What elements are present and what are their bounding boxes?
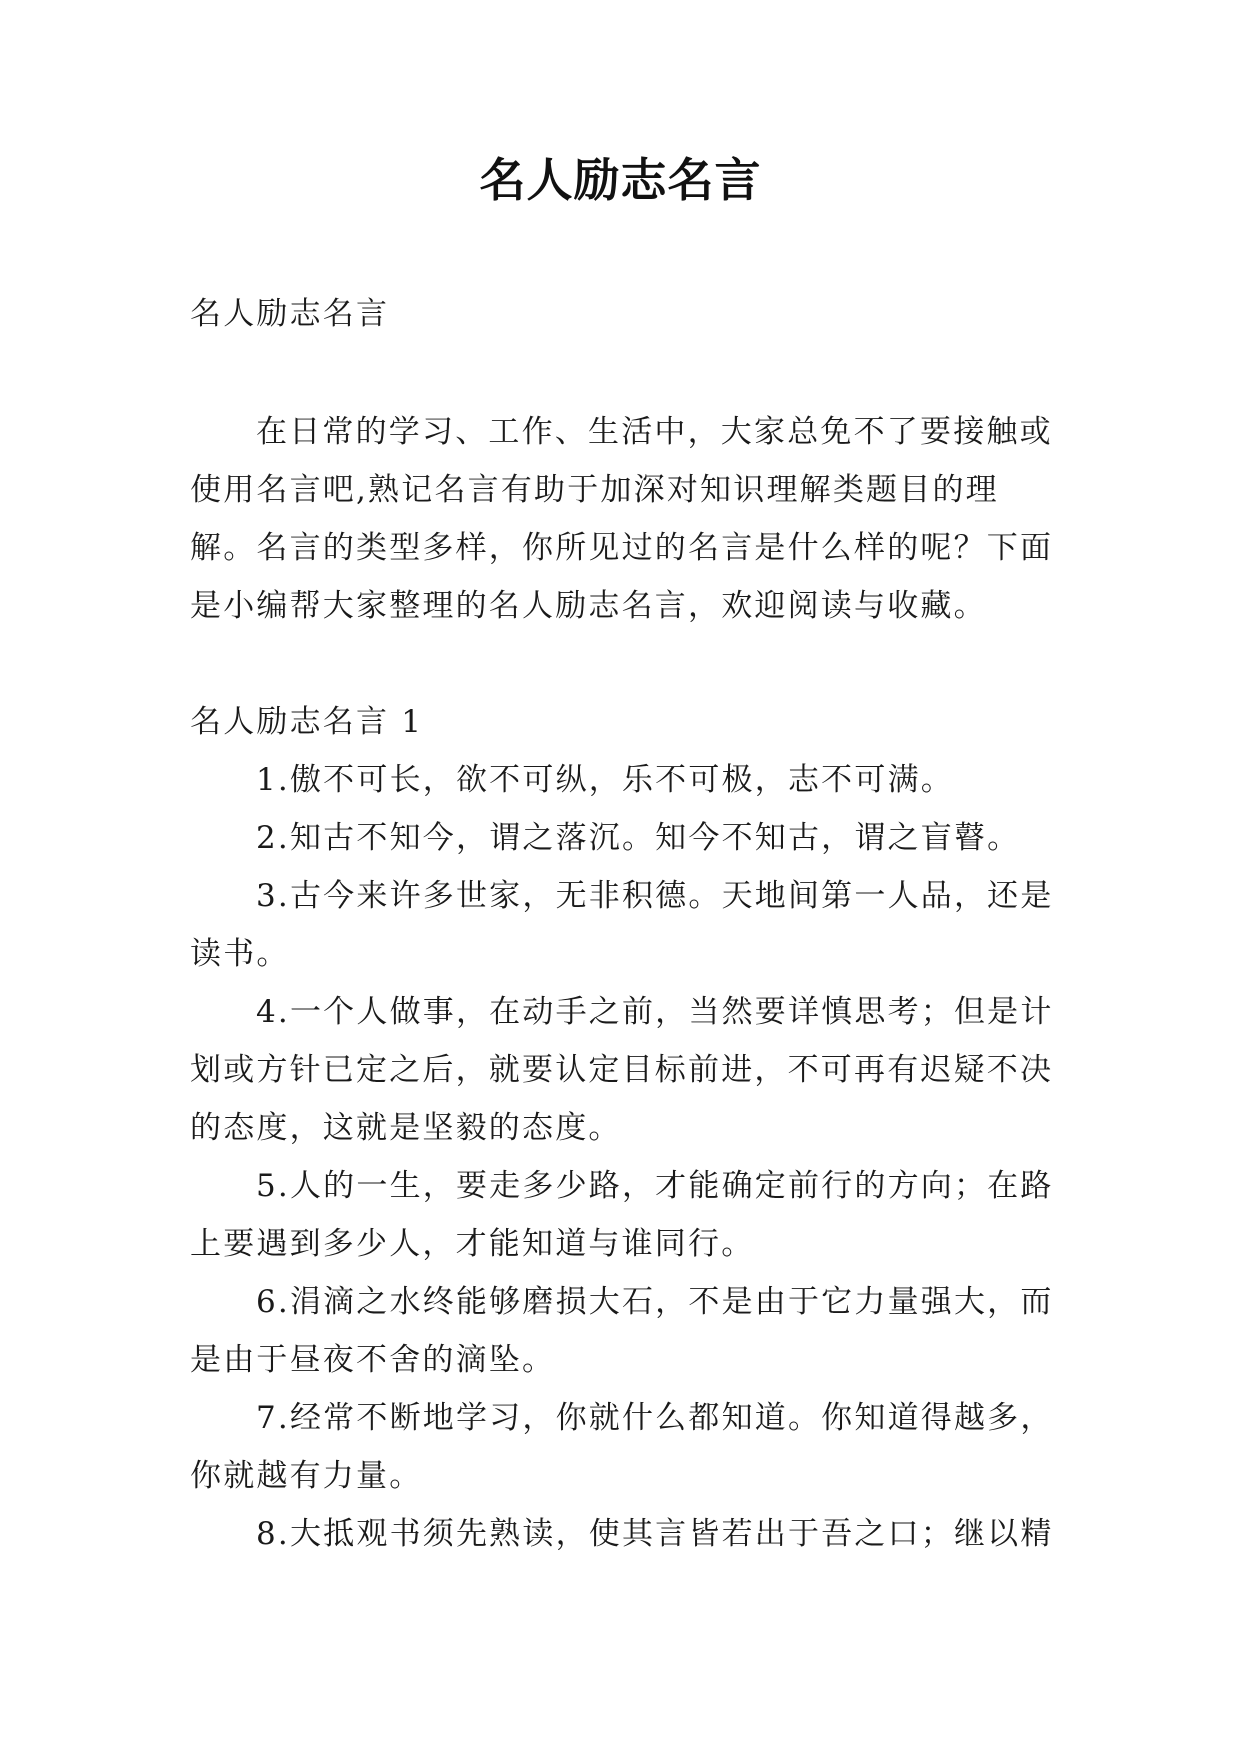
quote-item-1: 1.傲不可长，欲不可纵，乐不可极，志不可满。 [256,762,954,798]
intro-section [190,403,1060,635]
quote-item-3: 3.古今来许多世家，无非积德。天地间第一人品，还是读书。 [190,878,1054,972]
quote-item-5: 5.人的一生，要走多少路，才能确定前行的方向；在路上要遇到多少人，才能知道与谁同行。 [190,1168,1054,1262]
quote-item-2: 2.知古不知今，谓之落沉。知今不知古，谓之盲瞽。 [256,820,1021,856]
quote-item-6: 6.涓滴之水终能够磨损大石，不是由于它力量强大，而是由于昼夜不舍的滴坠。 [190,1284,1054,1378]
intro-paragraph: 在日常的学习、工作、生活中，大家总免不了要接触或使用名言吧,熟记名言有助于加深对知识理解类题目的理解。名言的类型多样，你所见过的名言是什么样的呢？下面是小编帮大家整理的名人励志名言，欢迎阅读与收藏。 [190,414,1054,624]
quote-item-7: 7.经常不断地学习，你就什么都知道。你知道得越多，你就越有力量。 [190,1400,1054,1494]
quote-item-4: 4.一个人做事，在动手之前，当然要详慎思考；但是计划或方针已定之后，就要认定目标前进，不可再有迟疑不决的态度，这就是坚毅的态度。 [190,994,1054,1146]
document-subtitle: 名人励志名言 [190,296,390,332]
quote-list [190,751,1060,1563]
document-title: 名人励志名言 [479,153,762,207]
quote-item-8: 8.大抵观书须先熟读，使其言皆若出于吾之口；继以精 [256,1516,1054,1552]
section-heading: 名人励志名言 1 [190,704,424,740]
